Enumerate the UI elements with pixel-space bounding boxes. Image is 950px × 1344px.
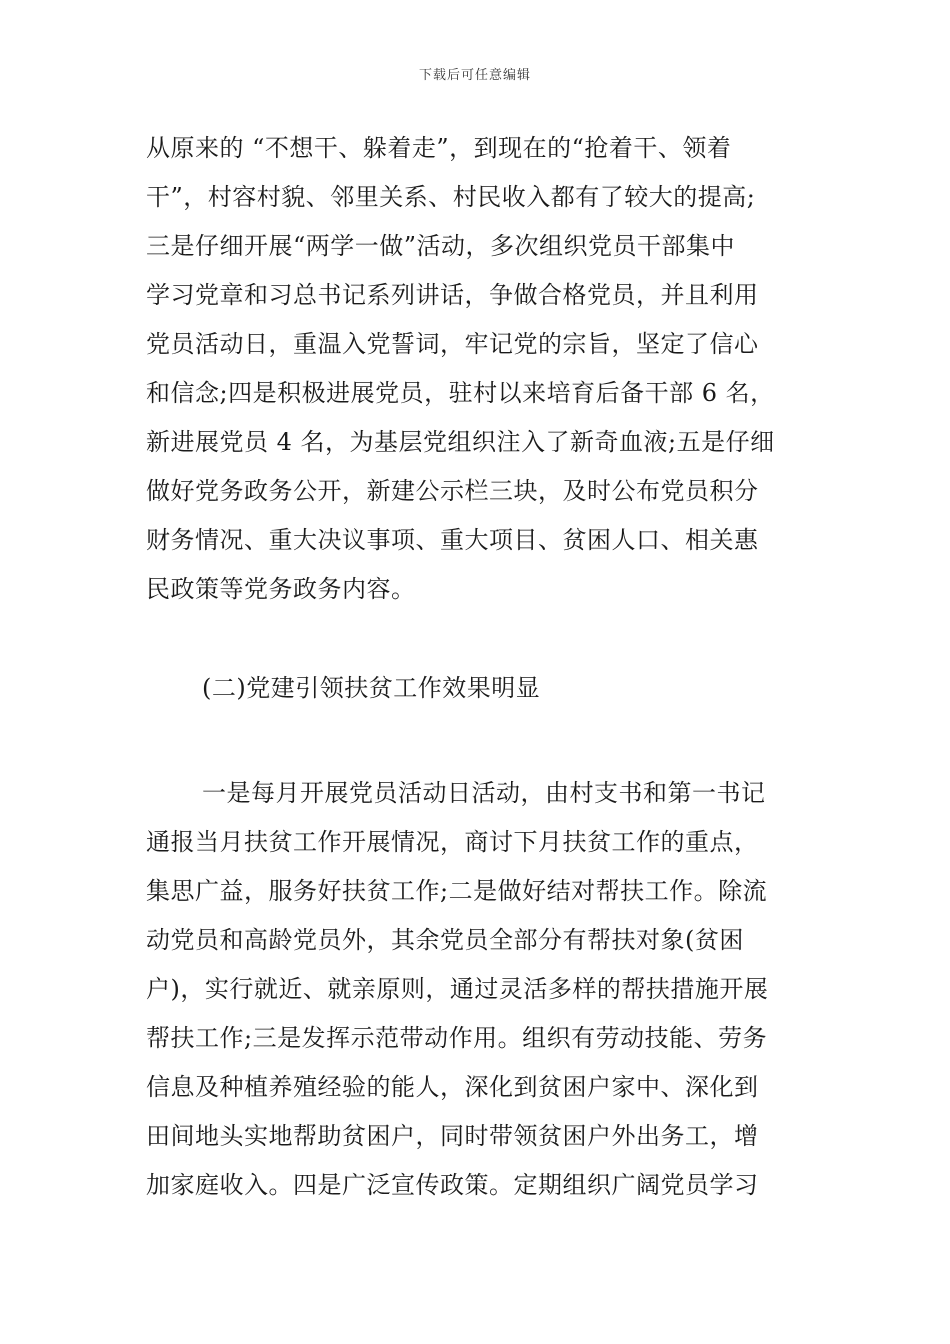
paragraph-line: 干”，村容村貌、邻里关系、村民收入都有了较大的提高; xyxy=(146,183,756,211)
paragraph-line: 加家庭收入。四是广泛宣传政策。定期组织广阔党员学习 xyxy=(146,1171,759,1199)
paragraph-line: 三是仔细开展“两学一做”活动，多次组织党员干部集中 xyxy=(146,232,736,260)
page-header: 下载后可任意编辑 xyxy=(418,68,531,83)
paragraph-line: 动党员和高龄党员外，其余党员全部分有帮扶对象(贫困 xyxy=(146,926,744,954)
paragraph-line: 从原来的 “不想干、躲着走”，到现在的“抢着干、领着 xyxy=(146,134,732,162)
section-heading: (二)党建引领扶贫工作效果明显 xyxy=(202,674,541,702)
paragraph-line: 和信念;四是积极进展党员，驻村以来培育后备干部 6 名， xyxy=(146,379,775,407)
paragraph-line: 做好党务政务公开，新建公示栏三块，及时公布党员积分 xyxy=(146,477,759,505)
paragraph-line: 学习党章和习总书记系列讲话，争做合格党员，并且利用 xyxy=(146,281,759,309)
paragraph-line: 帮扶工作;三是发挥示范带动作用。组织有劳动技能、劳务 xyxy=(146,1024,768,1052)
paragraph-line: 集思广益，服务好扶贫工作;二是做好结对帮扶工作。除流 xyxy=(146,877,768,905)
paragraph-line: 信息及种植养殖经验的能人，深化到贫困户家中、深化到 xyxy=(146,1073,759,1101)
paragraph-1 xyxy=(146,124,806,614)
paragraph-line: 田间地头实地帮助贫困户，同时带领贫困户外出务工，增 xyxy=(146,1122,759,1150)
paragraph-spacer xyxy=(146,713,806,769)
document-body xyxy=(146,124,806,1210)
paragraph-line: 户)，实行就近、就亲原则，通过灵活多样的帮扶措施开展 xyxy=(146,975,769,1003)
paragraph-line: 民政策等党务政务内容。 xyxy=(146,575,416,603)
paragraph-spacer xyxy=(146,614,806,664)
paragraph-line: 财务情况、重大决议事项、重大项目、贫困人口、相关惠 xyxy=(146,526,759,554)
paragraph-line: 通报当月扶贫工作开展情况，商讨下月扶贫工作的重点， xyxy=(146,828,759,856)
paragraph-line: 一是每月开展党员活动日活动，由村支书和第一书记 xyxy=(202,779,766,807)
paragraph-2 xyxy=(146,769,806,1210)
paragraph-line: 党员活动日，重温入党誓词，牢记党的宗旨，坚定了信心 xyxy=(146,330,759,358)
paragraph-line: 新进展党员 4 名，为基层党组织注入了新奇血液;五是仔细 xyxy=(146,428,775,456)
